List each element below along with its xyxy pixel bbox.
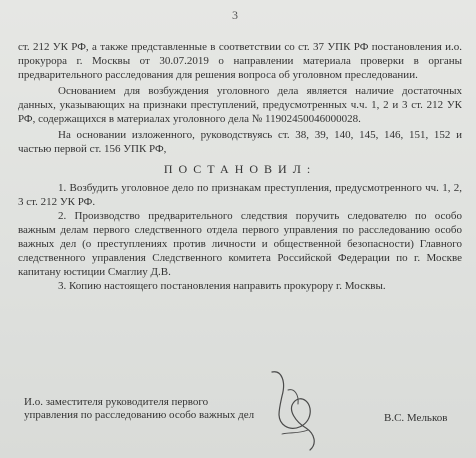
paragraph-grounds: Основанием для возбуждения уголовного дела является наличие достаточных данных, указывающих на признаки преступлений, предусмотренных ч.ч. 1, 2 и 3 ст. 212 УК РФ, содержащихся в материалах уголовного дела № 11902450046000028. xyxy=(18,85,462,125)
resolution-heading: ПОСТАНОВИЛ: xyxy=(163,162,317,176)
document-body xyxy=(18,40,462,293)
signer-title: И.о. заместителя руководителя первого управления по расследованию особо важных дел xyxy=(24,396,255,421)
resolution-item-3: 3. Копию настоящего постановления направить прокурору г. Москвы. xyxy=(58,280,386,292)
page-number: 3 xyxy=(232,8,238,22)
resolution-item-2: 2. Производство предварительного следствия поручить следователю по особо важным делам первого следственного отдела первого управления по расследованию особо важных дел (о преступлениях против личности и общественной безопасности) Главного следственного управления Следственного комитета Российской Федерации по г. Москве капитану юстиции Смаглиу Д.В. xyxy=(18,210,462,278)
paragraph-intro: ст. 212 УК РФ, а также представленные в соответствии со ст. 37 УПК РФ постановления и.о. прокурора г. Москвы от 30.07.2019 о направлении материала проверки в органы предварительного расследования для решения вопроса об уголовном преследовании. xyxy=(18,41,462,81)
resolution-item-1: 1. Возбудить уголовное дело по признакам преступления, предусмотренного чч. 1, 2, 3 ст. 212 УК РФ. xyxy=(18,182,462,208)
signer-name: В.С. Мельков xyxy=(384,412,448,424)
paragraph-legal-basis: На основании изложенного, руководствуясь ст. 38, 39, 140, 145, 146, 151, 152 и частью первой ст. 156 УПК РФ, xyxy=(18,129,462,155)
signature-block xyxy=(0,392,476,458)
handwritten-signature xyxy=(254,362,344,458)
